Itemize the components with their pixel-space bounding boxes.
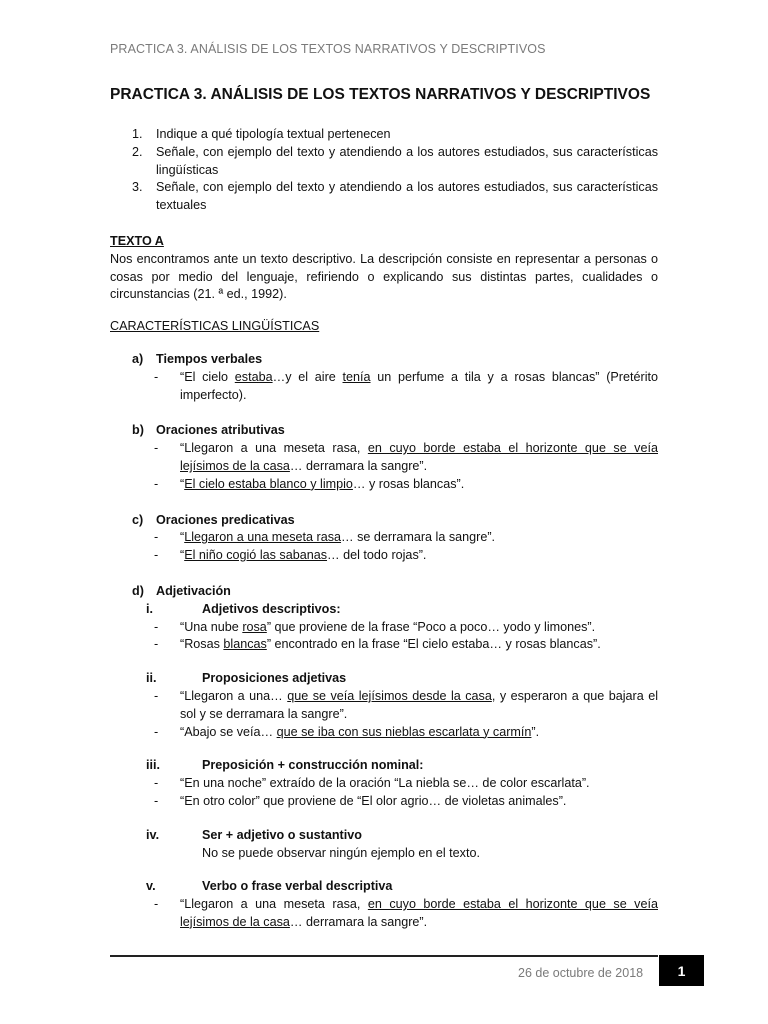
example-item xyxy=(110,724,658,742)
group-d xyxy=(110,583,658,932)
group-heading xyxy=(110,583,658,601)
note-text: No se puede observar ningún ejemplo en el texto. xyxy=(202,845,480,860)
example-text: … derramara la sangre”. xyxy=(289,458,428,473)
roman-heading xyxy=(110,757,658,775)
dash-bullet: - xyxy=(154,688,159,703)
roman-title: Ser + adjetivo o sustantivo xyxy=(202,827,362,842)
roman-numeral: v. xyxy=(146,879,156,894)
group-letter: a) xyxy=(132,351,144,366)
example-item xyxy=(110,896,658,932)
example-item xyxy=(110,688,658,724)
example-item xyxy=(110,793,658,811)
example-text: …y el aire xyxy=(272,369,343,384)
group-b xyxy=(110,422,658,493)
roman-block-ii xyxy=(110,670,658,741)
example-item xyxy=(110,619,658,637)
roman-numeral: i. xyxy=(146,601,153,616)
underlined-text: El niño cogió las sabanas xyxy=(184,548,328,563)
running-header: PRACTICA 3. ANÁLISIS DE LOS TEXTOS NARRATIVOS Y DESCRIPTIVOS xyxy=(110,42,546,56)
dash-bullet: - xyxy=(154,441,159,456)
underlined-text: que se iba con sus nieblas escarlata y carmín xyxy=(276,724,532,739)
example-text: … y rosas blancas”. xyxy=(352,476,465,491)
roman-heading xyxy=(110,878,658,896)
texto-a-paragraph: Nos encontramos ante un texto descriptivo. La descripción consiste en representar a personas o cosas por medio del lenguaje, refiriendo o explicando sus distintas partes, cualidades o circunstancias (21. ª ed., 1992). xyxy=(110,251,658,302)
task-number: 2. xyxy=(132,144,143,159)
example-text: “Abajo se veía… xyxy=(180,724,277,739)
roman-numeral: iv. xyxy=(146,827,160,842)
example-text: … se derramara la sangre”. xyxy=(341,530,496,545)
example-text: “Llegaron a una… xyxy=(180,688,288,703)
roman-heading xyxy=(110,670,658,688)
example-text: … derramara la sangre”. xyxy=(289,914,428,929)
example-item xyxy=(110,440,658,476)
example-item xyxy=(110,547,658,565)
dash-bullet: - xyxy=(154,369,159,384)
roman-heading xyxy=(110,827,658,845)
example-text: “Llegaron a una meseta rasa, xyxy=(180,897,368,912)
roman-heading xyxy=(110,601,658,619)
dash-bullet: - xyxy=(154,776,159,791)
underlined-text: en cuyo borde estaba el horizonte que se veía lejísimos de la casa xyxy=(180,441,658,473)
roman-title: Adjetivos descriptivos: xyxy=(202,601,341,616)
example-text: “Rosas xyxy=(180,637,224,652)
example-text: “En otro color” que proviene de “El olor agrio… de violetas animales”. xyxy=(180,793,567,808)
group-a xyxy=(110,351,658,404)
group-heading xyxy=(110,422,658,440)
example-text: un perfume a tila y a rosas blancas” (Pretérito imperfecto). xyxy=(180,369,658,402)
underlined-text: que se veía lejísimos desde la casa xyxy=(287,688,492,703)
section-heading-texto-a: TEXTO A xyxy=(110,233,164,248)
page-title: PRACTICA 3. ANÁLISIS DE LOS TEXTOS NARRATIVOS Y DESCRIPTIVOS xyxy=(110,86,651,103)
group-title: Adjetivación xyxy=(156,583,231,598)
underlined-text: blancas xyxy=(223,637,267,652)
dash-bullet: - xyxy=(154,793,159,808)
roman-title: Preposición + construcción nominal: xyxy=(202,758,424,773)
dash-bullet: - xyxy=(154,619,159,634)
group-title: Oraciones atributivas xyxy=(156,423,285,438)
group-heading xyxy=(110,512,658,530)
example-text: “Una nube xyxy=(180,619,243,634)
group-letter: d) xyxy=(132,583,144,598)
page-number-box xyxy=(659,955,704,986)
group-title: Oraciones predicativas xyxy=(156,512,295,527)
subsection-heading: CARACTERÍSTICAS LINGÜÍSTICAS xyxy=(110,319,320,334)
example-text: “ xyxy=(180,548,185,563)
example-text: “El cielo xyxy=(180,369,235,384)
example-text: “ xyxy=(180,476,185,491)
example-item xyxy=(110,636,658,654)
dash-bullet: - xyxy=(154,476,159,491)
group-letter: c) xyxy=(132,512,144,527)
dash-bullet: - xyxy=(154,724,159,739)
roman-numeral: iii. xyxy=(146,758,160,773)
task-text: Señale, con ejemplo del texto y atendiendo a los autores estudiados, sus características textuales xyxy=(156,180,658,213)
roman-block-iii xyxy=(110,757,658,810)
roman-title: Proposiciones adjetivas xyxy=(202,671,347,686)
underlined-text: rosa xyxy=(242,619,267,634)
footer-date: 26 de octubre de 2018 xyxy=(518,966,644,980)
example-text: … del todo rojas”. xyxy=(327,548,427,563)
example-text: ” encontrado en la frase “El cielo estaba… y rosas blancas”. xyxy=(266,637,601,652)
example-text: “Llegaron a una meseta rasa, xyxy=(180,441,368,456)
example-item xyxy=(110,529,658,547)
underlined-text: El cielo estaba blanco y limpio xyxy=(184,476,353,491)
task-item xyxy=(110,179,658,215)
group-title: Tiempos verbales xyxy=(156,351,263,366)
example-item xyxy=(110,369,658,405)
dash-bullet: - xyxy=(154,897,159,912)
task-item xyxy=(110,126,658,144)
group-c xyxy=(110,512,658,565)
dash-bullet: - xyxy=(154,548,159,563)
roman-block-iv xyxy=(110,827,658,863)
footer-divider xyxy=(110,955,658,957)
page-number: 1 xyxy=(677,962,686,979)
underlined-text: Llegaron a una meseta rasa xyxy=(184,530,342,545)
roman-numeral: ii. xyxy=(146,671,157,686)
example-text: ”. xyxy=(531,724,540,739)
task-text: Indique a qué tipología textual pertenecen xyxy=(156,127,391,141)
roman-title: Verbo o frase verbal descriptiva xyxy=(202,879,393,894)
roman-block-i xyxy=(110,601,658,654)
task-item xyxy=(110,144,658,180)
example-text: “En una noche” extraído de la oración “La niebla se… de color escarlata”. xyxy=(180,776,590,791)
group-letter: b) xyxy=(132,423,144,438)
task-number: 1. xyxy=(132,127,143,141)
dash-bullet: - xyxy=(154,637,159,652)
example-text: ” que proviene de la frase “Poco a poco… yodo y limones”. xyxy=(266,619,596,634)
task-text: Señale, con ejemplo del texto y atendiendo a los autores estudiados, sus características lingüísticas xyxy=(156,144,658,177)
task-list xyxy=(110,126,658,215)
underlined-text: estaba xyxy=(234,369,273,384)
group-heading xyxy=(110,351,658,369)
example-item xyxy=(110,476,658,494)
dash-bullet: - xyxy=(154,530,159,545)
underlined-text: tenía xyxy=(342,369,371,384)
task-number: 3. xyxy=(132,180,143,195)
document-body xyxy=(110,126,658,932)
roman-block-v xyxy=(110,878,658,931)
example-text: “ xyxy=(180,530,185,545)
example-item xyxy=(110,775,658,793)
underlined-text: en cuyo borde estaba el horizonte que se veía lejísimos de la casa xyxy=(180,897,658,929)
example-text: , y esperaron a que bajara el sol y se derramara la sangre”. xyxy=(180,688,658,721)
